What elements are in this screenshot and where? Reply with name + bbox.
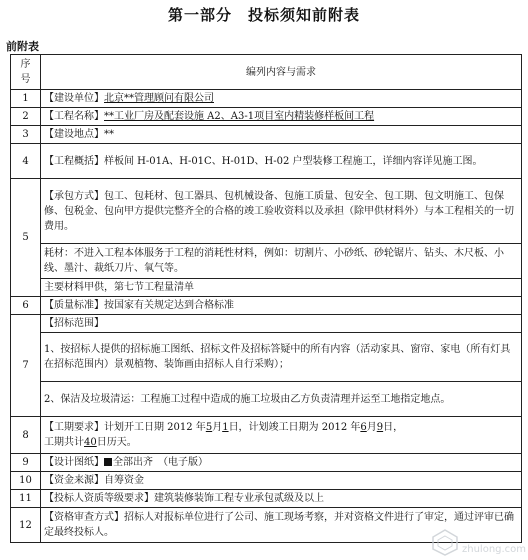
row-content [41, 90, 522, 108]
row-content [41, 454, 522, 472]
page-title: 第一部分 投标须知前附表 [167, 6, 360, 24]
row-content [41, 417, 522, 454]
row-label: 【建设单位】 [44, 93, 104, 104]
row-text-consumables: 耗材：不进入工程本体服务于工程的消耗性材料，例如：切割片、小砂纸、砂轮锯片、钻头、木尺板、小线、墨汁、裁纸刀片、氧气等。 [41, 244, 522, 279]
row-text: 建筑装修装饰工程专业承包贰级及以上 [154, 493, 324, 504]
schedule-text: 日， [383, 422, 404, 433]
duration-days: 40 [84, 437, 97, 448]
row-text: 按国家有关规定达到合格标准 [104, 300, 234, 311]
start-month: 5 [205, 422, 213, 433]
row-number: 7 [11, 315, 41, 417]
table-row [11, 333, 522, 382]
table-row [11, 417, 522, 454]
table-row [11, 382, 522, 417]
header-no: 序 号 [11, 55, 41, 90]
schedule-text: 月 [366, 422, 377, 433]
row-number: 3 [11, 126, 41, 144]
watermark [430, 528, 526, 558]
row-text-scope-1: 1、按招标人提供的招标施工图纸、招标文件及招标答疑中的所有内容（活动家具、窗帘、家电（所有灯具在招标范围内）景观植物、装饰画由招标人自行采购）； [41, 333, 522, 382]
row-number: 6 [11, 297, 41, 315]
table-header-row [11, 55, 522, 90]
row-text-materials: 主要材料甲供，第七节工程量清单 [41, 279, 522, 297]
row-number: 10 [11, 472, 41, 490]
row-text-scope-2: 2、保洁及垃圾清运：工程施工过程中造成的施工垃圾由乙方负责清理并运至工地指定地点。 [41, 382, 522, 417]
end-month: 6 [360, 422, 367, 433]
row-content [41, 108, 522, 126]
row-number: 9 [11, 454, 41, 472]
row-content [41, 472, 522, 490]
table-row [11, 315, 522, 333]
schedule-text: 日，计划竣工日期为 2012 年 [228, 422, 361, 433]
table-row [11, 90, 522, 108]
schedule-text: 工期共计 [44, 437, 84, 448]
row-label: 【承包方式】 [44, 190, 104, 202]
table-row [11, 490, 522, 508]
row-label: 【工程名称】 [44, 111, 104, 122]
schedule-text: 日历天。 [96, 437, 137, 448]
row-label: 【招标范围】 [41, 315, 522, 333]
row-text: 样板间 H-01A、H-01C、H-01D、H-02 户型装修工程施工，详细内容详见施工图。 [104, 155, 483, 167]
watermark-text: zhulong.com [462, 544, 527, 555]
watermark-logo-icon [430, 528, 460, 556]
row-label: 【设计图纸】 [44, 457, 104, 468]
table-row [11, 472, 522, 490]
row-label: 【资金来源】 [44, 475, 104, 486]
row-content [41, 297, 522, 315]
row-label: 【建设地点】 [44, 129, 104, 140]
header-content: 编列内容与需求 [41, 55, 522, 90]
row-label: 【投标人资质等级要求】 [44, 493, 154, 504]
row-content [41, 490, 522, 508]
row-text: 全部出齐 （电子版） [113, 457, 208, 468]
table-caption: 前附表 [6, 40, 39, 53]
row-label: 【质量标准】 [44, 300, 104, 311]
row-number: 1 [11, 90, 41, 108]
row-text: **工业厂房及配套设施 A2、A3-1项目室内精装修样板间工程 [104, 111, 375, 122]
row-content [41, 144, 522, 179]
table-row [11, 108, 522, 126]
row-label: 【工期要求】 [44, 422, 104, 433]
table-row [11, 126, 522, 144]
table-row [11, 297, 522, 315]
row-number: 11 [11, 490, 41, 508]
row-text: 包工、包耗材、包工器具、包机械设备、包施工质量、包安全、包工期、包文明施工、包保修、包税金、包向甲方提供完整齐全的合格的竣工验收资料以及承担（除甲供材料外）与本工程相关的一切费用。 [44, 190, 514, 232]
row-number: 2 [11, 108, 41, 126]
schedule-text: 月 [212, 422, 223, 433]
end-day: 9 [376, 422, 384, 433]
row-number: 12 [11, 508, 41, 543]
row-content [41, 126, 522, 144]
row-label: 【资格审查方式】 [44, 512, 124, 523]
filled-square-icon [104, 458, 112, 466]
row-number: 8 [11, 417, 41, 454]
row-text: ** [104, 129, 114, 140]
table-row [11, 244, 522, 279]
schedule-text: 计划开工日期 2012 年 [104, 422, 206, 433]
row-label: 【工程概括】 [44, 155, 104, 167]
row-text: 自筹资金 [104, 475, 144, 486]
table-row [11, 279, 522, 297]
table-row [11, 179, 522, 244]
row-content [41, 179, 522, 244]
row-number: 5 [11, 179, 41, 297]
table-row [11, 454, 522, 472]
row-text: 招标人对报标单位进行了公司、施工现场考察，并对资格文件进行了审定，通过评审已确定最终投标人。 [44, 512, 514, 538]
requirements-table [10, 54, 522, 543]
table-row [11, 144, 522, 179]
row-text: 北京**管理顾问有限公司 [104, 93, 214, 104]
row-number: 4 [11, 144, 41, 179]
start-day: 1 [222, 422, 229, 433]
